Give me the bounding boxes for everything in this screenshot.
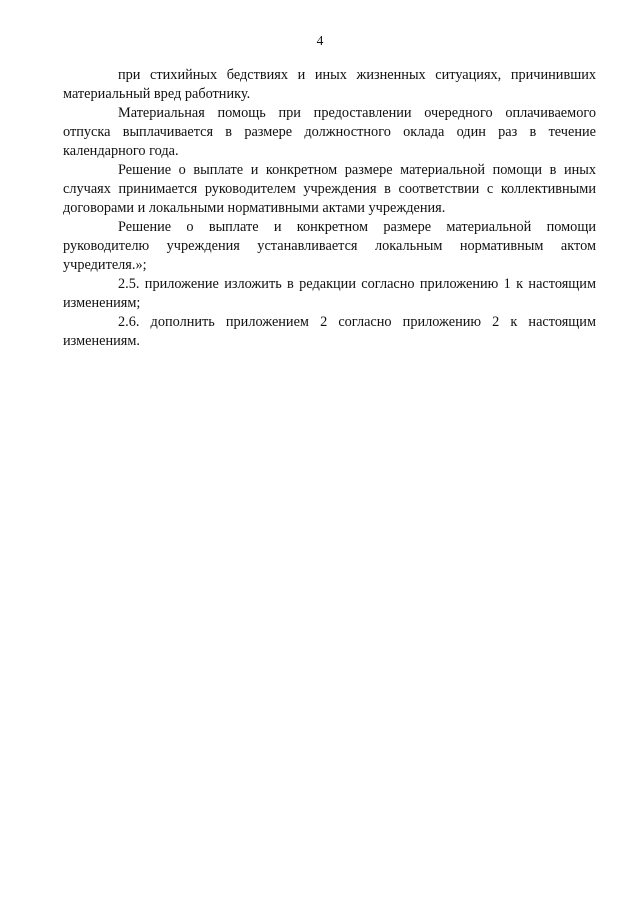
- document-body: [63, 66, 596, 351]
- page-number: 4: [316, 33, 324, 48]
- paragraph-vacation-aid: Материальная помощь при предоставлении очередного оплачиваемого отпуска выплачивается в размере должностного оклада один раз в течение календарного года.: [63, 105, 596, 159]
- paragraph-item-2-5: 2.5. приложение изложить в редакции согласно приложению 1 к настоящим изменениям;: [63, 276, 596, 311]
- paragraph-other-cases-decision: Решение о выплате и конкретном размере материальной помощи в иных случаях принимается руководителем учреждения в соответствии с коллективными договорами и локальными нормативными актами учреждения.: [63, 162, 596, 216]
- paragraph-natural-disasters: при стихийных бедствиях и иных жизненных ситуациях, причинивших материальный вред работнику.: [63, 67, 596, 102]
- paragraph-head-of-institution-decision: Решение о выплате и конкретном размере материальной помощи руководителю учреждения устанавливается локальным нормативным актом учредителя.»;: [63, 219, 596, 273]
- paragraph-item-2-6: 2.6. дополнить приложением 2 согласно приложению 2 к настоящим изменениям.: [63, 314, 596, 349]
